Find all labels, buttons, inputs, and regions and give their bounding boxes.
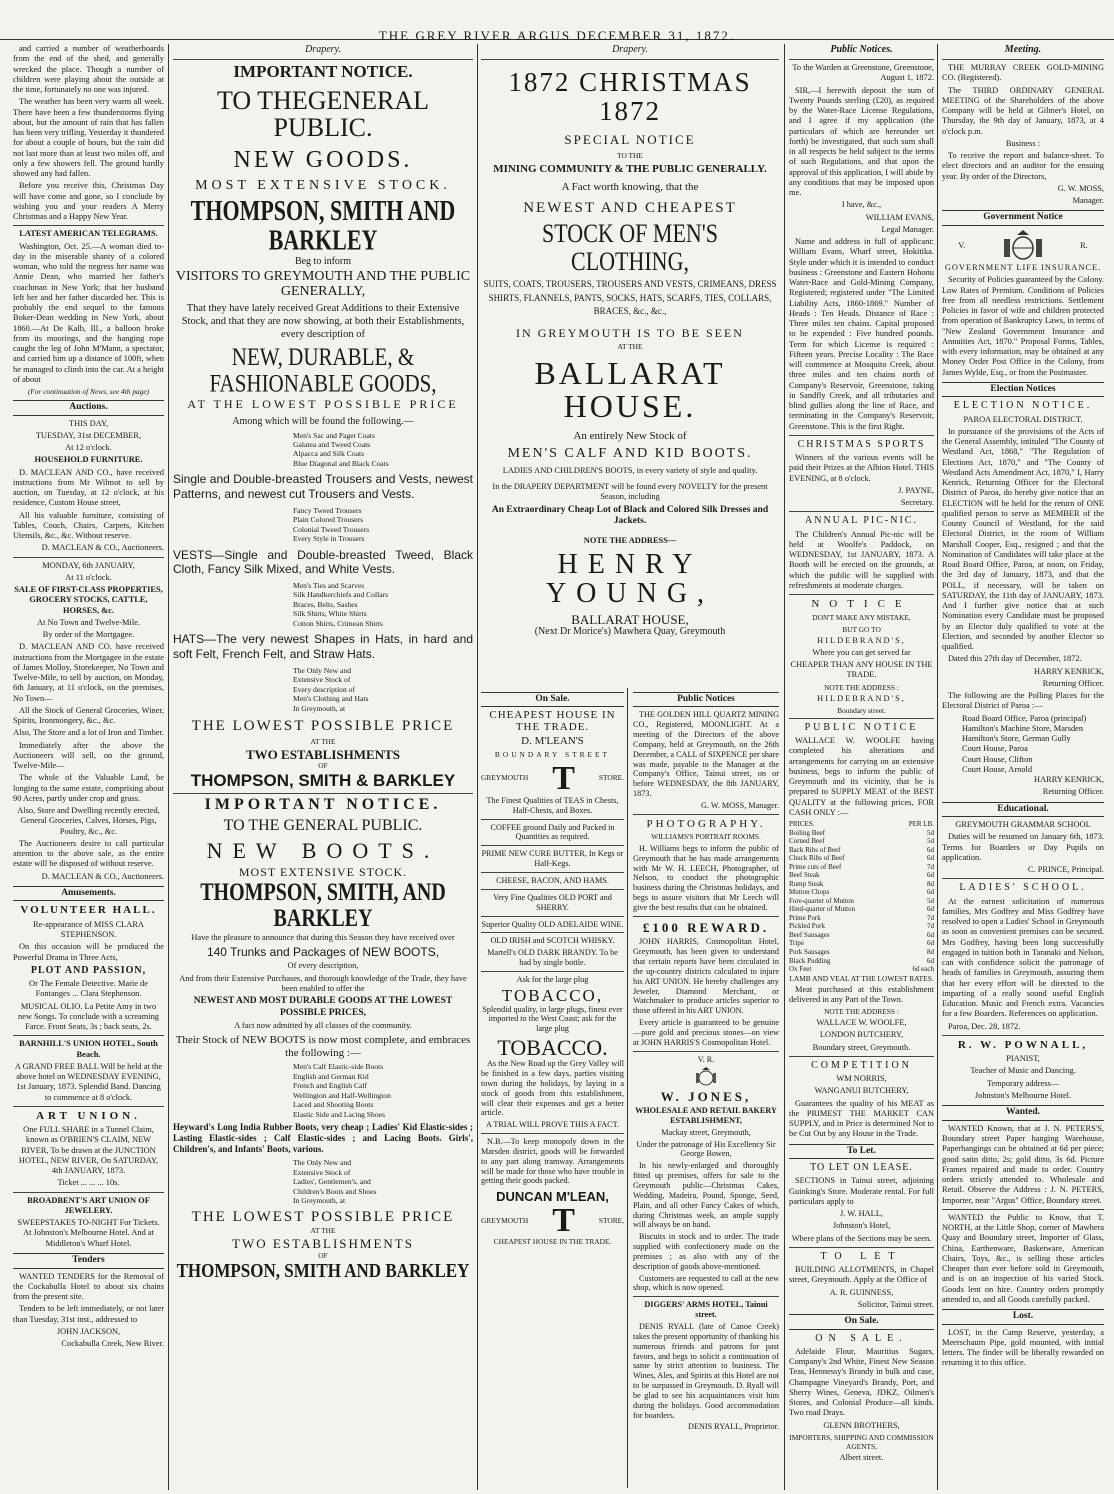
news-para: Before you receive this, Christmas Day will have come and gone, so I conclude by wishing you and your readers A Merry Christmas and a Happy New Year. <box>13 181 164 221</box>
ballarat-house: BALLARAT HOUSE. <box>534 354 726 425</box>
continued-note: (For continuation of News, see 4th page) <box>27 387 150 396</box>
dated: Dated this 27th day of December, 1872. <box>948 654 1082 664</box>
masthead: THE GREY RIVER ARGUS DECEMBER 31, 1872. <box>0 0 1114 40</box>
albert-street: Albert street. <box>839 1452 884 1462</box>
olio: MUSICAL OLIO. La Petite Amy in two new Songs. To conclude with a screaming Farce. Front Seats, 3s ; back seats, 2s. <box>18 1001 159 1032</box>
ladies-boots: LADIES AND CHILDREN'S BOOTS, in every variety of style and quality. <box>502 465 758 475</box>
william-evans: WILLIAM EVANS, <box>865 212 934 222</box>
auction-time: At 11 o'clock. <box>65 572 112 582</box>
section-educational: Educational. <box>942 802 1104 818</box>
cheapest-house: CHEAPEST HOUSE IN THE TRADE. <box>489 709 616 733</box>
boundary: Boundary street, Greymouth. <box>812 1042 911 1052</box>
tobacco: TOBACCO, <box>501 985 604 1005</box>
auction-day: THIS DAY, <box>68 418 109 428</box>
election-body: In pursuance of the provisions of the Acts of the General Assembly, intituled "The County of Westland Act, 1868," "The Regulation of Elections Act, 1870," and "The County of Westland Acts Amendment Act, 1870," I, Harry Kenrick, Returning Officer for the Electoral District of Paroa, do hereby give notice that an ELECTION will be held for the return of ONE qualified person to serve as MEMBER of the County Council of Westland, for the said Electoral District, in the room of William Marshall Cooper, Esq., resigned ; and that the Nomination of Candidates will take place at the Road Board Office, Paroa, at noon, on Friday, the 3rd day of January, 1873, and that the POLL, if necessary, will be taken on SATURDAY, the 11th day of JANUARY, 1873. And I further give notice that at such Nomination every Candidate must be proposed by an Elector duly qualified to vote at the Election, and seconded by another Elector so qualified. <box>942 426 1104 652</box>
store: STORE, <box>598 1215 624 1225</box>
auction-date: TUESDAY, 31st DECEMBER, <box>35 430 142 440</box>
election-notice: ELECTION NOTICE. <box>953 400 1093 412</box>
two-establishments: TWO ESTABLISHMENTS <box>232 1236 414 1252</box>
art-union: ART UNION. <box>36 1109 141 1122</box>
vr-crest: V. R. <box>697 1054 715 1064</box>
auction-where: At No Town and Twelve-Mile. <box>37 617 140 627</box>
most-extensive-stock: MOST EXTENSIVE STOCK. <box>238 864 408 879</box>
vests: VESTS—Single and Double-breasted Tweed, Black Cloth, Fancy Silk Mixed, and White Vests. <box>173 547 473 577</box>
biscuits: Biscuits in stock and to order. The trade supplied with confectionery made on the premises ; as also with any of the description of goods above-mentioned. <box>633 1232 779 1271</box>
london-butchery: LONDON BUTCHERY, <box>819 1030 904 1040</box>
nb: N.B.—To keep monopoly down in the Marsden district, goods will be forwarded to any part along tramway. Arrangements will be made for those who have trouble in getting their goods packed. <box>481 1137 624 1186</box>
tobacco-large: TOBACCO. <box>497 1035 608 1061</box>
paroa-district: PAROA ELECTORAL DISTRICT. <box>963 414 1083 424</box>
auction-sign: D. MACLEAN & CO., Auctioneers. <box>41 871 164 881</box>
firm-name: THOMPSON, SMITH AND BARKLEY <box>190 193 456 256</box>
public-notices-block <box>630 688 782 1488</box>
temp-address: Temporary address— <box>986 1078 1060 1088</box>
section-public-notices: Public Notices <box>633 692 779 707</box>
lowest-price: THE LOWEST POSSIBLE PRICE <box>191 717 455 734</box>
cheapest-house: CHEAPEST HOUSE IN THE TRADE. <box>493 1236 612 1246</box>
note-address: NOTE THE ADDRESS : <box>824 1007 899 1017</box>
pownall: R. W. POWNALL, <box>957 1038 1089 1051</box>
table-row: Ox Feet 6d each <box>789 965 934 974</box>
solicitor: Solicitor, Tainui street. <box>857 1299 934 1309</box>
manager: Manager. <box>1072 196 1104 206</box>
column-5 <box>939 44 1107 1490</box>
clothing-items: SUITS, COATS, TROUSERS, TROUSERS AND VESTS, CRIMEANS, DRESS SHIRTS, FLANNELS, PANTS, SOCKS, HATS, SCARFS, TIES, COLLARS, BRACES, &c., &c., <box>483 279 777 317</box>
royal-crest-icon <box>998 229 1048 263</box>
calf-kid-boots: MEN'S CALF AND KID BOOTS. <box>507 446 753 462</box>
section-auctions: Auctions. <box>13 400 164 416</box>
reward: £100 REWARD. <box>642 919 770 935</box>
competition: COMPETITION <box>811 1059 912 1071</box>
adelaide: Superior Quality OLD ADELAIDE WINE. <box>481 919 624 929</box>
legal-manager: Legal Manager. <box>881 224 934 234</box>
splendid: Splendid quality, in large plugs, finest ever imported to the West Coast; ask for the large plug <box>482 1004 623 1034</box>
golden-sign: G. W. MOSS, Manager. <box>700 800 779 810</box>
new-boots: NEW BOOTS. <box>206 837 440 863</box>
table-row: Fore-quarter of Mutton 5d <box>789 896 934 905</box>
note-address: NOTE THE ADDRESS : <box>824 682 899 692</box>
wanganui-butchery: WANGANUI BUTCHERY, <box>814 1086 909 1096</box>
glenn-brothers: GLENN BROTHERS, <box>823 1420 900 1430</box>
portrait-rooms: WILLIAMS'S PORTRAIT ROOMS. <box>651 832 761 842</box>
important-notice: IMPORTANT NOTICE. <box>204 796 442 814</box>
on-sale: ON SALE. <box>815 1332 908 1344</box>
ladies-date: Paroa, Dec. 28, 1872. <box>948 1021 1021 1031</box>
table-row: Rump Steak 8d <box>789 879 934 888</box>
port: Very Fine Qualities OLD PORT and SHERRY. <box>493 892 612 912</box>
broadbent-art-union: BROADBENT'S ART UNION OF JEWELERY. <box>27 1195 150 1215</box>
served: Where you can get served far <box>812 647 911 657</box>
auction-title: SALE OF FIRST-CLASS PROPERTIES, GROCERY STOCKS, CATTLE, HORSES, &c. <box>14 585 163 615</box>
column-rule <box>937 44 938 1490</box>
art-union-body: One FULL SHARE in a Tunnel Claim, known as O'BRIEN'S CLAIM, NEW RIVER, To be drawn at the JUNCTION HOTEL, NEW RIVER, On SATURDAY, 4th JANUARY, 1873. <box>18 1125 159 1176</box>
wanted-peters: WANTED Known, that at J. N. PETERS'S, Boundary street Paper hanging Warehouse, Paperhangings can be obtained at 6d per piece; good satin ditto, 2s; gold ditto, 3s 6d. Picture Frames repaired and made to order. Country orders strictly attended to. Wholesale and Retail. Observe the Address : J. N. PETERS, Importer, near "Argus" Office, Boundary street. <box>942 1123 1104 1205</box>
diggers-sign: DENIS RYALL, Proprietor. <box>688 1422 779 1432</box>
photography: PHOTOGRAPHY. <box>646 817 766 830</box>
polling-intro: The following are the Polling Places for the Electoral District of Paroa :— <box>942 691 1104 711</box>
section-meeting: Meeting. <box>1004 44 1042 55</box>
murray-body: The THIRD ORDINARY GENERAL MEETING of the Shareholders of the above Company will be held at Gilmer's Hotel, on Thursday, the 9th day of January, 1873, at 4 o'clock p.m. <box>942 85 1104 136</box>
johnstons: Johnston's Hotel, <box>832 1221 891 1231</box>
table-row: Beef Steak 6d <box>789 871 934 880</box>
auction-title: HOUSEHOLD FURNITURE. <box>34 455 143 465</box>
newest-cheapest: NEWEST AND CHEAPEST <box>523 199 737 216</box>
section-drapery: Drapery. <box>612 44 648 55</box>
reward-body: Every article is guaranteed to be genuine—pure gold and precious stones—on view at JOHN HARRIS'S Cosmopolitan Hotel. <box>633 1018 779 1047</box>
plug: Ask for the large plug <box>516 974 589 984</box>
plans: Where plans of the Sections may be seen. <box>791 1233 932 1243</box>
table-row: Black Pudding 6d <box>789 956 934 965</box>
warden: To the Warden at Greenstone, Greenstone, August 1, 1872. <box>792 63 934 83</box>
sweepstakes: SWEEPSTAKES TO-NIGHT For Tickets. At Johnston's Melbourne Hotel. And at Middleton's Wharf Hotel. <box>17 1218 160 1248</box>
table-row: Mutton Chops 6d <box>789 888 934 897</box>
murray-creek: THE MURRAY CREEK GOLD-MINING CO. (Registered). <box>942 63 1104 83</box>
returning-officer: Returning Officer. <box>1042 678 1104 688</box>
greymouth: GREYMOUTH <box>481 773 529 783</box>
boots-stock: Their Stock of NEW BOOTS is now most complete, and embraces the following :— <box>175 1033 471 1059</box>
to-the: TO THE <box>617 150 643 160</box>
section-government: Government Notice <box>942 210 1104 226</box>
patronage: Under the patronage of His Excellency Sir George Bowen, <box>636 1139 776 1159</box>
photo-body: H. Williams begs to inform the public of Greymouth that he has made arrangements with Mr W. H. LEECH, Photographer, of Nelson, to conduct the photographic business during the Christmas holidays, and begs to assure visitors that Mr Leech will give the best results that can be obtained. <box>633 843 779 912</box>
auction-body: The whole of the Valuable Land, be longing to the same estate, comprising about 90 Acres, partly under crop and grass. <box>13 773 164 803</box>
teas: The Finest Qualities of TEAS in Chests, Half-Chests, and Boxes. <box>486 795 619 815</box>
glenn-body: Adelaide Flour, Mauritius Sugars, Company's 2nd White, Finest New Season Teas, Hennessy's Brandy in bulk and case, Champagne Vineyard's Brandy, Port, and Sherry Wines, Geneva, JDKZ, Oilmen's Stores, and Colonial Produce—all kinds. Two road Drays. <box>789 1346 934 1418</box>
meat-delivery: Meat purchased at this establishment delivered in any Part of the Town. <box>789 984 934 1004</box>
lamb-veal: LAMB AND VEAL AT THE LOWEST RATES. <box>789 973 934 983</box>
whisky: OLD IRISH and SCOTCH WHISKY. <box>490 936 615 946</box>
ticket-price: Ticket ... ... ... 10s. <box>57 1178 120 1188</box>
at-the: AT THE <box>310 1226 336 1236</box>
grammar-school: GREYMOUTH GRAMMAR SCHOOL <box>955 820 1091 830</box>
section-on-sale: On Sale. <box>789 1314 934 1330</box>
barnhill-hotel: BARNHILL'S UNION HOTEL, South Beach. <box>19 1039 158 1059</box>
coats-list: Men's Sac and Paget Coats Galatea and Tweed Coats Alpacca and Silk Coats Blue Diagonal and Black Coats <box>293 430 389 468</box>
diggers-arms: DIGGERS' ARMS HOTEL, Tainui street. <box>644 1300 768 1320</box>
stock-mens-clothing: STOCK OF MEN'S CLOTHING, <box>542 218 718 277</box>
fact: A Fact worth knowing, that the <box>561 181 699 194</box>
ladies-school: LADIES' SCHOOL. <box>959 882 1087 894</box>
t-logo-icon: T <box>552 759 575 797</box>
special-notice: SPECIAL NOTICE <box>564 131 696 147</box>
tender-body: WANTED TENDERS for the Removal of the Cockabulla Hotel to about six chains from the present site. <box>13 1271 164 1302</box>
woolfe-name: WALLACE W. WOOLFE, <box>816 1018 907 1028</box>
on-sale-block <box>478 688 628 1488</box>
telegram-heading: LATEST AMERICAN TELEGRAMS. <box>19 229 158 239</box>
lowest-price: AT THE LOWEST POSSIBLE PRICE <box>187 396 459 411</box>
among: Among which will be found the following.— <box>232 416 414 428</box>
note-address: NOTE THE ADDRESS— <box>583 535 677 545</box>
auction-body: All the Stock of General Groceries, Winer, Spirits, Ironmongery, &c., &c. <box>13 705 164 726</box>
boundary-street: BOUNDARY STREET <box>494 750 611 760</box>
mclean-store: D. M'LEAN'S <box>521 735 584 748</box>
fact: A fact now admitted by all classes of the community. <box>234 1021 412 1031</box>
firm-name: THOMPSON, SMITH, AND BARKLEY <box>200 878 446 932</box>
table-row: Tripe 6d <box>789 939 934 948</box>
important-notice: IMPORTANT NOTICE. <box>233 62 413 82</box>
jw-hall: J. W. HALL, <box>839 1209 884 1219</box>
entirely-new: An entirely New Stock of <box>573 429 687 442</box>
store: STORE. <box>598 773 624 783</box>
table-row: Pork Sausages 8d <box>789 948 934 956</box>
new-goods: NEW GOODS. <box>233 146 413 173</box>
jones-body: In his newly-enlarged and thoroughly fitted up premises, offers for sale to the Greymouth public—Christmas Cakes, Wedding, Madeira, Pound, Sponge, Seed, Plain, and all other Fancy Cakes of which, during Christmas week, an ample supply will always be on hand. <box>633 1161 779 1230</box>
coffee: COFFEE ground Daily and Packed in Quantities as required. <box>490 822 615 842</box>
auction-body: All his valuable furniture, consisting of Tables, Couch, Chairs, Carpets, Kitchen Utensils, &c., &c. Without reserve. <box>13 510 164 541</box>
particulars: Name and address in full of applicant: William Evans, Wharf street, Hokitika. Style under which it is intended to conduct business : Greenstone and Eastern Hohonu Water-Race and Gold-Mining Company, Registered; registered under "The Limited Liability Acts, 1860-1869." Number of Heads : Ten Heads. Distance of Race : Three miles ten chains. Capital proposed to be expended : Five hundred pounds. Term for which License is required : Fifteen years. Precise Locality : The Race will commence at Mosquito Creek, about three miles and ten chains north of Company's Reservoir, Greenstone, taking in Sandfly Creek, and all tributaries and blind gullies along the line of Race, and terminating in the Company's Reservoir, Greenstone. This is the first Right. <box>789 237 934 431</box>
golden-hill: THE GOLDEN HILL QUARTZ MINING CO., Registered, MOONLIGHT. At a meeting of the Directors of the above Company, held at Greymouth, on the 26th December, a CALL of SIXPENCE per share was made, payable to the Manager at the Company's Office, Tainui street, on or before WEDNESDAY, the 8th JANUARY, 1873. <box>633 710 780 799</box>
play-cast: Or The Female Detective. Marie de Fontanges ... Clara Stephenson. <box>29 979 148 999</box>
cheaper: CHEAPER THAN ANY HOUSE IN THE TRADE. <box>790 660 933 680</box>
to-let: TO LET <box>820 1250 903 1262</box>
table-row: Beef Sausages 6d <box>789 930 934 939</box>
henry-young: HENRY YOUNG, <box>545 549 715 610</box>
guinness: A. R. GUINNESS, <box>829 1287 894 1297</box>
silk-dresses: An Extraordinary Cheap Lot of Black and Colored Silk Dresses and Jackets. <box>491 504 769 527</box>
hildebrands: HILDEBRAND'S, <box>817 635 906 645</box>
heyward-boots: Heyward's Long India Rubber Boots, very cheap ; Ladies' Kid Elastic-sides ; Lasting Elastic-sides ; Calf Elastic-sides ; and Lacing Boots. Girls', Children's, and Infants' Boots, various. <box>173 1122 473 1155</box>
greymouth: GREYMOUTH <box>481 1215 529 1225</box>
mining-community: MINING COMMUNITY & THE PUBLIC GENERALLY. <box>493 162 767 175</box>
most-extensive-stock: MOST EXTENSIVE STOCK. <box>195 177 451 193</box>
to-general-public: TO THE GENERAL PUBLIC. <box>223 817 423 835</box>
importers: IMPORTERS, SHIPPING AND COMMISSION AGENTS, <box>789 1432 934 1451</box>
go: BUT GO TO <box>842 624 881 634</box>
auction-body: D. MACLEAN AND CO., have received instructions from Mr Wilmot to sell by auction, on Tuesday, at 12 o'clock, at his residence, Custom House street, <box>13 467 164 508</box>
table-row: Corned Beef 5d <box>789 837 934 846</box>
newest-boots: NEWEST AND MOST DURABLE GOODS AT THE LOWEST POSSIBLE PRICES, <box>193 996 453 1018</box>
final-list: The Only New and Extensive Stock of Ladies', Gentlemen's, and Children's Boots and Shoes In Greymouth, at <box>293 1158 377 1206</box>
tender-body: Tenders to be left immediately, or not later than Tuesday, 31st inst., addressed to <box>13 1304 164 1324</box>
wm-norris: WM NORRIS, <box>836 1074 887 1084</box>
price-table: PRICES. PER LB. Boiling Beef 5d Corned Beef 5d Back Ribs of Beef 6d Chuck Ribs of Beef 6d Prime cuts of Beef 7d Beef Steak 6d Rump Steak 8d Mutton Chops 6d Fore-quarter of Mutton 5d Hind-quarter of Mutton 6d Prime Pork 7d Pickled Pork 7d Beef Sausages 6d Tripe 6d Pork Sausages 8d Black Pudding 6d Ox Feet 6d each <box>789 820 934 974</box>
section-to-let: To Let. <box>789 1144 934 1160</box>
trunks: 140 Trunks and Packages of NEW BOOTS, <box>206 944 440 959</box>
auction-body: The Auctioneers desire to call particular attention to the above sale, as the entire estate will be disposed of without reserve. <box>13 838 164 869</box>
kenrick: HARRY KENRICK, <box>1034 666 1104 676</box>
tender-sign: JOHN JACKSON, <box>56 1326 121 1336</box>
beg-to-inform: Beg to inform <box>294 255 352 267</box>
play-title: PLOT AND PASSION, <box>30 964 147 976</box>
column-1 <box>10 44 167 1490</box>
at-the: AT THE <box>310 736 336 746</box>
column-2 <box>170 44 476 1490</box>
section-drapery: Drapery. <box>305 44 341 55</box>
section-tenders: Tenders <box>13 1253 164 1269</box>
vests-list: Men's Ties and Scarves Silk Handkerchiefs and Collars Braces, Belts, Sashes Silk Shirts, White Shirts Cotton Shirts, Crimean Shirts <box>293 580 389 628</box>
picnic-body: The Children's Annual Pic-nic will be held at Woolfe's Paddock, on WEDNESDAY, 1st JANUARY, 1873. A Booth will be erected on the grounds, at which the public will be supplied with refreshments at moderate charges. <box>789 529 934 590</box>
column-rule <box>168 44 169 1490</box>
r-letter: R. <box>1080 240 1088 250</box>
lowest-price: THE LOWEST POSSIBLE PRICE <box>191 1208 455 1225</box>
table-row: Prime cuts of Beef 7d <box>789 862 934 871</box>
two-establishments: TWO ESTABLISHMENTS <box>245 746 400 762</box>
drapery-dept: In the DRAPERY DEPARTMENT will be found every NOVELTY for the present Season, including <box>492 482 768 502</box>
auction-body: Immediately after the above the Auctioneers will sell, on the ground, Twelve-Mile— <box>13 740 164 771</box>
hats-list: The Only New and Extensive Stock of Every description of Men's Clothing and Hats In Greymouth, at <box>293 665 369 713</box>
butter: PRIME NEW CURE BUTTER, In Kegs or Half-Kegs. <box>481 849 624 869</box>
news-para: The weather has been very warm all week. There have been a few thunderstorms flying about, but the amount of rain that has fallen has been very trifling. Yesterday it thundered for about a couple of hours, but the rain did not last more than at least two miles off, and only a few showers fell. The ground hardly showed any had fallen. <box>13 97 164 178</box>
lease-body: SECTIONS in Tainui street, adjoining Guinking's Store. Moderate rental. For full particulars apply to <box>789 1176 934 1206</box>
visitors: VISITORS TO GREYMOUTH AND THE PUBLIC GENERALLY, <box>175 268 471 299</box>
v-letter: V. <box>958 240 966 250</box>
mistake: DON'T MAKE ANY MISTAKE, <box>812 613 911 623</box>
kenrick: HARRY KENRICK, <box>1034 775 1104 785</box>
auction-order: By order of the Mortgagee. <box>42 630 135 640</box>
payne: J. PAYNE, <box>898 485 934 495</box>
insurance-body: Security of Policies guaranteed by the Colony. Low Rates of Premium. Conditions of Policies free from all needless restrictions. Settlement Policies in favor of wife and children protected from operation of Bankruptcy Laws, in terms of "New Zealand Government Insurance and Annuities Act, 1870." Proposal Forms, Tables, with every information, may be obtained at any Money Order Post Office in the Colony, from James Wylde, Esq., or from the Postmaster. <box>942 275 1104 377</box>
mackay: Mackay street, Greymouth, <box>661 1127 751 1137</box>
of: OF <box>318 1251 328 1261</box>
reward-body: JOHN HARRIS, Cosmopolitan Hotel, Greymouth, has been given to understand that certain reports have been circulated in the up-country districts calculated to injure his ART UNION. He hereby challenges any Jeweler, Diamond Merchant, or Watchmaker to produce articles superior to those offered in his ART UNION. <box>633 937 779 1016</box>
section-amusements: Amusements. <box>13 886 164 902</box>
intro: That they have lately received Great Additions to their Extensive Stock, and that they are now showing, at both their Establishments, every description of <box>181 303 465 340</box>
section-on-sale: On Sale. <box>481 692 624 707</box>
business: Business : <box>1005 138 1041 148</box>
trousers-list: Fancy Tweed Trousers Plain Colored Trousers Colonial Tweed Trousers Every Style in Trousers <box>293 505 370 544</box>
tender-sign: Cockabulla Creek, New River. <box>61 1339 164 1349</box>
pianist: PIANIST, <box>1006 1054 1040 1064</box>
woolfe-body: WALLACE W. WOOLFE having completed his alterations and arrangements for carrying on an extensive business, begs to inform the public of Greymouth and its vicinity, that he is prepared to SUPPLY MEAT of the BEST QUALITY at the following prices, FOR CASH ONLY :— <box>789 736 934 817</box>
column-rule <box>784 44 785 1490</box>
section-election: Election Notices <box>942 382 1104 398</box>
at-the: AT THE <box>617 341 643 351</box>
christmas-heading: 1872 CHRISTMAS 1872 <box>508 67 752 126</box>
boots-list: Men's Calf Elastic-side Boots English and German Kid French and English Calf Wellington and Half-Wellington Laced and Shooting Boots Elastic Side and Lacing Shoes <box>293 1062 391 1119</box>
section-lost: Lost. <box>942 1309 1104 1325</box>
water-race: SIR,—I herewith deposit the sum of Twenty Pounds sterling (£20), as required by the Water-Race License Regulations, and I agree if my application (the particulars of which are hereunder set forth) be investigated, that such sum shall in all respects be held subject to the terms of such Regulations, and that upon the approval of this application, I will abide by any conditions that may be imposed upon me. <box>789 85 934 198</box>
public-notice: PUBLIC NOTICE <box>804 721 919 733</box>
lost-pipe: LOST, in the Camp Reserve, yesterday, a Meerschaum Pipe, gold mounted, with initial letters. The finder will be liberally rewarded on returning it to this office. <box>942 1327 1104 1368</box>
firm-name: THOMPSON, SMITH & BARKLEY <box>190 771 456 791</box>
trousers: Single and Double-breasted Trousers and Vests, newest Patterns, and newest cut Trousers and Vests. <box>173 472 473 502</box>
secretary: Secretary. <box>900 498 934 508</box>
volunteer-body: On this occasion will be produced the Powerful Drama in Three Acts, <box>13 942 164 962</box>
wanted-north: WANTED the Public to Know, that T. NORTH, at the Little Shop, corner of Mawhera Quay and Boundary street, Importer of Glass, China, Earthenware, Basketware, American Chairs, Toys, &c., is selling those articles Cheaper than ever before sold in Greymouth, and is on an inspection of his varied Stock. Goods lent on hire. Country orders promptly attended to, and all Goods carefully packed. <box>942 1212 1104 1304</box>
t-logo-icon: T <box>552 1201 575 1239</box>
table-row: Boiling Beef 5d <box>789 828 934 837</box>
section-wanted: Wanted. <box>942 1105 1104 1121</box>
hildebrands: HILDEBRAND'S, <box>817 693 906 703</box>
brandy: Martell's OLD DARK BRANDY. To be had by single bottle. <box>487 948 618 968</box>
cheese: CHEESE, BACON, AND HAMS. <box>496 875 609 885</box>
purchases: And from their Extensive Purchases, and thorough knowledge of the Trade, they have been enabled to offer the <box>179 973 467 993</box>
volunteer-body: Re-appearance of MISS CLARA STEPHENSON. <box>33 919 144 940</box>
duncan-mclean: DUNCAN M'LEAN, <box>496 1189 609 1205</box>
christmas-sports: CHRISTMAS SPORTS <box>797 438 926 450</box>
ball-notice: A GRAND FREE BALL Will be held at the above hotel on WEDNESDAY EVENING, 1st January, 1873. Splendid Band. Dancing to commence at 8 o'clock. <box>14 1061 163 1102</box>
column-3 <box>478 44 782 1490</box>
to-general-public: TO THEGENERAL PUBLIC. <box>216 86 430 143</box>
column-4 <box>786 44 937 1490</box>
table-row: Pickled Pork 7d <box>789 922 934 931</box>
volunteer-hall: VOLUNTEER HALL. <box>20 904 157 917</box>
auction-also: Also, Store and Dwelling recently erected, General Groceries, Calves, Horses, Pigs, Poultry, &c., &c. <box>17 806 160 836</box>
section-public-notices: Public Notices. <box>830 44 893 55</box>
auction-body: D. MACLEAN AND CO. have received instructions from the Mortgagee in the estate of James Molloy, Storekeeper, No Town and Twelve-Mile, to sell by auction, on Monday, 6th January, at 11 o'clock, on the premises, No Town— <box>13 642 164 703</box>
customers: Customers are requested to call at the new shop, which is now opened. <box>633 1273 779 1293</box>
auction-date: MONDAY, 6th JANUARY, <box>42 560 135 570</box>
telegram-body: Washington, Oct. 25.—A woman died to-day in the miserable shanty of a colored woman, who told the negress her name was Annie Dean, who married her father's coachman in New York; that her husband left her and her father discarded her. This is probably the end sequel to the famous Boker-Dean wedding in New York, about 1860.—At De Kalb, Ill., a balloon broke from its moorings, and the hanging rope caught the leg of John M'Mann, a spectator, and carried him up a distance of 100ft, when he managed to climb into the car. At a height of about <box>13 241 164 384</box>
auction-sign: D. MACLEAN & CO., Auctioneers. <box>41 543 164 553</box>
grammar-body: Duties will be resumed on January 6th, 1873. Terms for Boarders or Day Pupils on application. <box>942 832 1104 862</box>
news-para: and carried a number of weatherboards from the end of the shed, and generally wrecked the place. Though a number of children were playing about the outside at the time, fortunately no one was injured. <box>13 44 164 94</box>
have: I have, &c., <box>841 200 882 210</box>
teacher: Teacher of Music and Dancing. <box>970 1066 1076 1076</box>
johnston-hotel: Johnston's Melbourne Hotel. <box>974 1090 1072 1100</box>
of: OF <box>318 761 328 771</box>
pleasure: Have the pleasure to announce that during this Season they have received over <box>191 932 455 942</box>
ballarat-house-sub: BALLARAT HOUSE, <box>571 611 689 627</box>
business-body: To receive the report and balance-sheet. To elect directors and an auditor for the ensuing year. By order of the Directors, <box>942 151 1104 181</box>
table-row: Chuck Ribs of Beef 6d <box>789 854 934 863</box>
life-insurance: GOVERNMENT LIFE INSURANCE. <box>944 263 1102 273</box>
ladies-body: At the earnest solicitation of numerous families, Mrs Godfrey and Miss Godfrey have resolved to open a Ladies' School in Greymouth as soon as convenient premises can be secured. Mrs Godfrey, having been long successfully engaged in tuition both in Taranaki and Nelson, can with confidence solicit the patronage of heads of families in Greymouth, assuring them that her every effort will be directed to the imparting of a really sound useful English Education. Music and French extra. Vacancies for a few Boarders. References on application. <box>942 896 1104 1019</box>
auction-time: At 12 o'clock. <box>65 443 112 453</box>
address: (Next Dr Morice's) Mawhera Quay, Greymouth <box>534 626 726 638</box>
prince: C. PRINCE, Principal. <box>1027 865 1104 875</box>
royal-crest-icon <box>691 1067 721 1089</box>
annual-picnic: ANNUAL PIC-NIC. <box>805 515 918 527</box>
durable-goods: NEW, DURABLE, & FASHIONABLE GOODS, <box>209 342 437 398</box>
allotments: BUILDING ALLOTMENTS, in Chapel street, Greymouth. Apply at the Office of <box>789 1265 934 1285</box>
sports-body: Winners of the various events will be paid their Prizes at the Albion Hotel. THIS EVENING, at 8 o'clock. <box>789 453 934 483</box>
every-description: Of every description, <box>287 961 359 971</box>
table-row: Hind-quarter of Mutton 6d <box>789 905 934 914</box>
seen-at: IN GREYMOUTH IS TO BE SEEN <box>516 325 744 340</box>
auction-also: Also, The Store and a lot of Iron and Timber. <box>13 728 164 738</box>
notice: NOTICE <box>811 598 912 611</box>
trial: A TRIAL WILL PROVE THIS A FACT. <box>485 1120 620 1130</box>
norris-body: Guarantees the quality of his MEAT as the PRIMEST THE MARKET CAN SUPPLY, and in Price is determined Not to be Cut Out by any House in the Trade. <box>789 1098 934 1139</box>
road: As the New Road up the Grey Valley will be finished in a few days, parties visiting town during the holidays, by laying in a stock of goods from this establishment, will clear their expenses and get a better article. <box>481 1059 624 1118</box>
firm-name: THOMPSON, SMITH AND BARKLEY <box>176 1259 470 1282</box>
table-row: Back Ribs of Beef 6d <box>789 845 934 854</box>
bakery: WHOLESALE AND RETAIL BAKERY ESTABLISHMENT, <box>635 1106 777 1125</box>
moss: G. W. MOSS, <box>1057 183 1104 193</box>
returning-officer: Returning Officer. <box>1042 787 1104 797</box>
hats: HATS—The very newest Shapes in Hats, in hard and soft Felt, French Felt, and Straw Hats. <box>173 632 473 661</box>
w-jones: W. JONES, <box>660 1088 752 1104</box>
to-let-lease: TO LET ON LEASE. <box>810 1162 913 1174</box>
table-row: Prime Pork 7d <box>789 913 934 922</box>
diggers-body: DENIS RYALL (late of Canoe Creek) takes the present opportunity of thanking his numerous friends and patrons for past favors, and begs to solicit a continuation of same by strict attention to business. The Wines, Ales, and Spirits at this Hotel are not to be surpassed in Greymouth. D. Ryall will be glad to see his acquaintances visit him during the holidays. Good accommodation for boarders. <box>633 1321 779 1420</box>
polling-places: Road Board Office, Paroa (principal) Hamilton's Machine Store, Marsden Hamilton's Store, German Gully Court House, Paroa Court House, Clifton Court House, Arnold <box>962 713 1087 774</box>
boundary: Boundary street. <box>837 705 886 715</box>
